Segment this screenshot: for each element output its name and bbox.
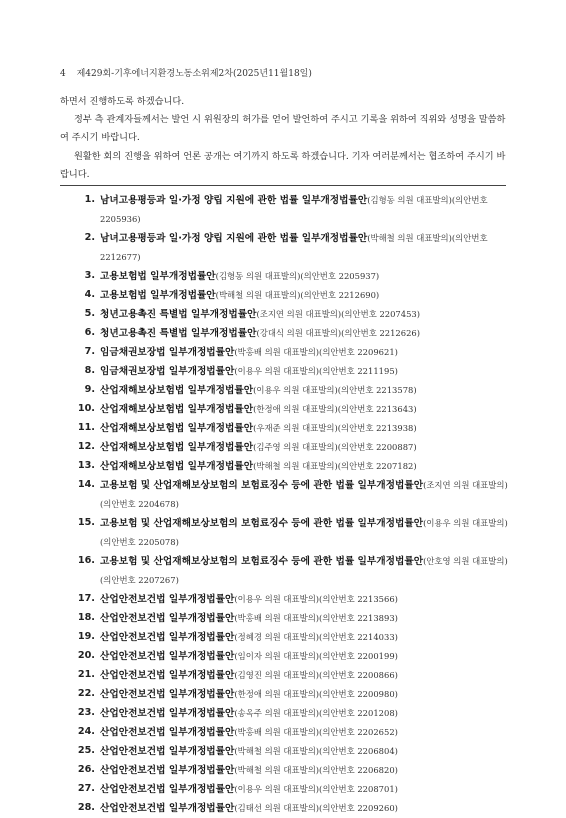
agenda-item-title: 산업재해보상보험법 일부개정법률안: [100, 442, 254, 453]
agenda-item: [72, 514, 512, 552]
agenda-item-number: 17.: [77, 593, 95, 604]
agenda-item-body: [100, 685, 512, 704]
agenda-item-body: [100, 476, 512, 514]
agenda-item-title: 산업안전보건법 일부개정법률안: [100, 613, 235, 624]
agenda-item-title: 산업안전보건법 일부개정법률안: [100, 670, 235, 681]
agenda-item-title: 산업안전보건법 일부개정법률안: [100, 651, 235, 662]
agenda-item-number: 28.: [77, 802, 95, 813]
agenda-item-number: 7.: [84, 346, 95, 357]
agenda-item-sponsor: (박홍배 의원 대표발의)(의안번호 2202652): [234, 727, 398, 737]
agenda-item-title: 산업안전보건법 일부개정법률안: [100, 803, 235, 814]
agenda-item-title: 남녀고용평등과 일·가정 양립 지원에 관한 법률 일부개정법률안: [100, 233, 368, 244]
agenda-item-body: [100, 647, 512, 666]
agenda-item-sponsor: (조지연 의원 대표발의)(의안번호 2207453): [256, 309, 421, 319]
agenda-item-body: [100, 704, 512, 723]
agenda-item-number: 12.: [77, 441, 95, 452]
agenda-item-body: [100, 324, 512, 343]
agenda-item-body: [100, 191, 512, 229]
agenda-item-number: 9.: [84, 384, 95, 395]
agenda-item-sponsor: (김형동 의원 대표발의)(의안번호 2205936): [100, 195, 488, 224]
agenda-item-title: 산업안전보건법 일부개정법률안: [100, 765, 235, 776]
agenda-item-number: 4.: [84, 289, 95, 300]
agenda-item-body: [100, 514, 512, 552]
agenda-item: [72, 780, 512, 799]
page-number: 4: [60, 69, 66, 79]
agenda-item-number: 27.: [77, 783, 95, 794]
agenda-item-sponsor: (우재준 의원 대표발의)(의안번호 2213938): [253, 423, 417, 433]
agenda-item-title: 고용보험법 일부개정법률안: [100, 271, 216, 282]
agenda-item-number: 20.: [77, 650, 95, 661]
agenda-item-body: [100, 438, 512, 457]
agenda-item-number: 25.: [77, 745, 95, 756]
agenda-item-title: 산업안전보건법 일부개정법률안: [100, 594, 235, 605]
section-divider: [60, 185, 506, 186]
agenda-item-sponsor: (강대식 의원 대표발의)(의안번호 2212626): [256, 328, 421, 338]
agenda-item: [72, 666, 512, 685]
agenda-item-sponsor: (박해철 의원 대표발의)(의안번호 2212690): [215, 290, 380, 300]
agenda-item-sponsor: (이용우 의원 대표발의)(의안번호 2208701): [234, 784, 398, 794]
agenda-item-sponsor: (이용우 의원 대표발의)(의안번호 2213578): [253, 385, 417, 395]
agenda-item: [72, 229, 512, 267]
agenda-item-title: 고용보험 및 산업재해보상보험의 보험료징수 등에 관한 법률 일부개정법률안: [100, 556, 424, 567]
agenda-item-number: 10.: [77, 403, 95, 414]
agenda-item-body: [100, 343, 512, 362]
agenda-item-sponsor: (임이자 의원 대표발의)(의안번호 2200199): [234, 651, 398, 661]
agenda-item-sponsor: (한정애 의원 대표발의)(의안번호 2200980): [234, 689, 398, 699]
agenda-item-title: 산업재해보상보험법 일부개정법률안: [100, 461, 254, 472]
agenda-item-number: 8.: [84, 365, 95, 376]
agenda-item-sponsor: (이용우 의원 대표발의)(의안번호 2211195): [234, 366, 398, 376]
agenda-item-sponsor: (김태선 의원 대표발의)(의안번호 2209260): [234, 803, 398, 813]
agenda-item-title: 임금채권보장법 일부개정법률안: [100, 347, 235, 358]
intro-paragraph: 정부 측 관계자들께서는 발언 시 위원장의 허가를 얻어 발언하여 주시고 기록을 위하여 직위와 성명을 말씀하여 주시기 바랍니다.: [60, 114, 506, 144]
agenda-item-sponsor: (박해철 의원 대표발의)(의안번호 2206820): [234, 765, 398, 775]
agenda-item: [72, 305, 512, 324]
agenda-item: [72, 685, 512, 704]
agenda-item-body: [100, 229, 512, 267]
agenda-item: [72, 704, 512, 723]
agenda-item-title: 청년고용촉진 특별법 일부개정법률안: [100, 309, 257, 320]
intro-paragraph: 원활한 회의 진행을 위하여 언론 공개는 여기까지 하도록 하겠습니다. 기자 여러분께서는 협조하여 주시기 바랍니다.: [60, 150, 506, 180]
agenda-item: [72, 362, 512, 381]
agenda-item-sponsor: (박홍배 의원 대표발의)(의안번호 2213893): [234, 613, 398, 623]
agenda-item-number: 22.: [77, 688, 95, 699]
agenda-item: [72, 799, 512, 818]
page-header: [60, 66, 312, 79]
agenda-item-title: 산업안전보건법 일부개정법률안: [100, 689, 235, 700]
agenda-item-body: [100, 723, 512, 742]
agenda-item-title: 산업재해보상보험법 일부개정법률안: [100, 385, 254, 396]
agenda-item-body: [100, 590, 512, 609]
agenda-item-body: [100, 761, 512, 780]
agenda-item-body: [100, 609, 512, 628]
agenda-item-body: [100, 267, 512, 286]
intro-paragraph: 하면서 진행하도록 하겠습니다.: [60, 96, 185, 107]
agenda-item: [72, 343, 512, 362]
agenda-item: [72, 267, 512, 286]
agenda-item: [72, 590, 512, 609]
agenda-item-number: 19.: [77, 631, 95, 642]
agenda-item-title: 산업안전보건법 일부개정법률안: [100, 727, 235, 738]
agenda-item-body: [100, 362, 512, 381]
agenda-item-title: 산업안전보건법 일부개정법률안: [100, 632, 235, 643]
agenda-item-number: 2.: [84, 232, 95, 243]
agenda-item-title: 산업재해보상보험법 일부개정법률안: [100, 423, 254, 434]
agenda-item-body: [100, 286, 512, 305]
agenda-item-body: [100, 381, 512, 400]
agenda-item-body: [100, 400, 512, 419]
agenda-item-number: 1.: [84, 194, 95, 205]
agenda-item: [72, 381, 512, 400]
agenda-item-title: 산업안전보건법 일부개정법률안: [100, 708, 235, 719]
agenda-item: [72, 723, 512, 742]
agenda-item-body: [100, 419, 512, 438]
agenda-item-title: 남녀고용평등과 일·가정 양립 지원에 관한 법률 일부개정법률안: [100, 195, 368, 206]
agenda-item-sponsor: (김영진 의원 대표발의)(의안번호 2200866): [234, 670, 398, 680]
agenda-item-body: [100, 552, 512, 590]
agenda-item-title: 고용보험 및 산업재해보상보험의 보험료징수 등에 관한 법률 일부개정법률안: [100, 480, 424, 491]
agenda-item: [72, 647, 512, 666]
agenda-item-sponsor: (박해철 의원 대표발의)(의안번호 2206804): [234, 746, 398, 756]
agenda-item: [72, 419, 512, 438]
agenda-item: [72, 438, 512, 457]
agenda-item-sponsor: (송옥주 의원 대표발의)(의안번호 2201208): [234, 708, 398, 718]
agenda-item-sponsor: (박해철 의원 대표발의)(의안번호 2207182): [253, 461, 417, 471]
agenda-item-title: 고용보험 및 산업재해보상보험의 보험료징수 등에 관한 법률 일부개정법률안: [100, 518, 424, 529]
agenda-item: [72, 628, 512, 647]
agenda-item-sponsor: (이용우 의원 대표발의)(의안번호 2213566): [234, 594, 398, 604]
agenda-item-number: 26.: [77, 764, 95, 775]
agenda-item-number: 13.: [77, 460, 95, 471]
agenda-item-sponsor: (이용우 의원 대표발의)(의안번호 2205078): [100, 518, 508, 547]
agenda-item: [72, 457, 512, 476]
agenda-item-title: 임금채권보장법 일부개정법률안: [100, 366, 235, 377]
agenda-item-number: 11.: [77, 422, 95, 433]
agenda-item-body: [100, 666, 512, 685]
agenda-item-number: 24.: [77, 726, 95, 737]
agenda-item-sponsor: (정혜경 의원 대표발의)(의안번호 2214033): [234, 632, 398, 642]
agenda-item-number: 15.: [77, 517, 95, 528]
agenda-item: [72, 742, 512, 761]
agenda-item-sponsor: (조지연 의원 대표발의)(의안번호 2204678): [100, 480, 508, 509]
agenda-item-number: 16.: [77, 555, 95, 566]
agenda-item: [72, 761, 512, 780]
agenda-list: [72, 191, 512, 818]
agenda-item: [72, 552, 512, 590]
agenda-item: [72, 324, 512, 343]
agenda-item-body: [100, 780, 512, 799]
agenda-item-body: [100, 628, 512, 647]
agenda-item: [72, 609, 512, 628]
agenda-item-number: 3.: [84, 270, 95, 281]
agenda-item-sponsor: (안호영 의원 대표발의)(의안번호 2207267): [100, 556, 508, 585]
agenda-item-body: [100, 457, 512, 476]
agenda-item-number: 6.: [84, 327, 95, 338]
agenda-item-sponsor: (김형동 의원 대표발의)(의안번호 2205937): [215, 271, 380, 281]
agenda-item-number: 18.: [77, 612, 95, 623]
agenda-item-title: 산업재해보상보험법 일부개정법률안: [100, 404, 254, 415]
agenda-item-sponsor: (김주영 의원 대표발의)(의안번호 2200887): [253, 442, 417, 452]
agenda-item: [72, 476, 512, 514]
agenda-item-title: 고용보험법 일부개정법률안: [100, 290, 216, 301]
agenda-item: [72, 191, 512, 229]
agenda-item-body: [100, 305, 512, 324]
agenda-item-title: 산업안전보건법 일부개정법률안: [100, 784, 235, 795]
session-title: 제429회-기후에너지환경노동소위제2차(2025년11월18일): [76, 69, 312, 79]
agenda-item: [72, 400, 512, 419]
intro-text: [60, 93, 510, 184]
agenda-item-number: 23.: [77, 707, 95, 718]
agenda-item: [72, 286, 512, 305]
agenda-item-sponsor: (박해철 의원 대표발의)(의안번호 2212677): [100, 233, 488, 262]
agenda-item-number: 5.: [84, 308, 95, 319]
agenda-item-number: 21.: [77, 669, 95, 680]
agenda-item-sponsor: (한정애 의원 대표발의)(의안번호 2213643): [253, 404, 417, 414]
agenda-item-body: [100, 799, 512, 818]
agenda-item-number: 14.: [77, 479, 95, 490]
agenda-item-body: [100, 742, 512, 761]
agenda-item-sponsor: (박홍배 의원 대표발의)(의안번호 2209621): [234, 347, 398, 357]
agenda-item-title: 산업안전보건법 일부개정법률안: [100, 746, 235, 757]
agenda-item-title: 청년고용촉진 특별법 일부개정법률안: [100, 328, 257, 339]
